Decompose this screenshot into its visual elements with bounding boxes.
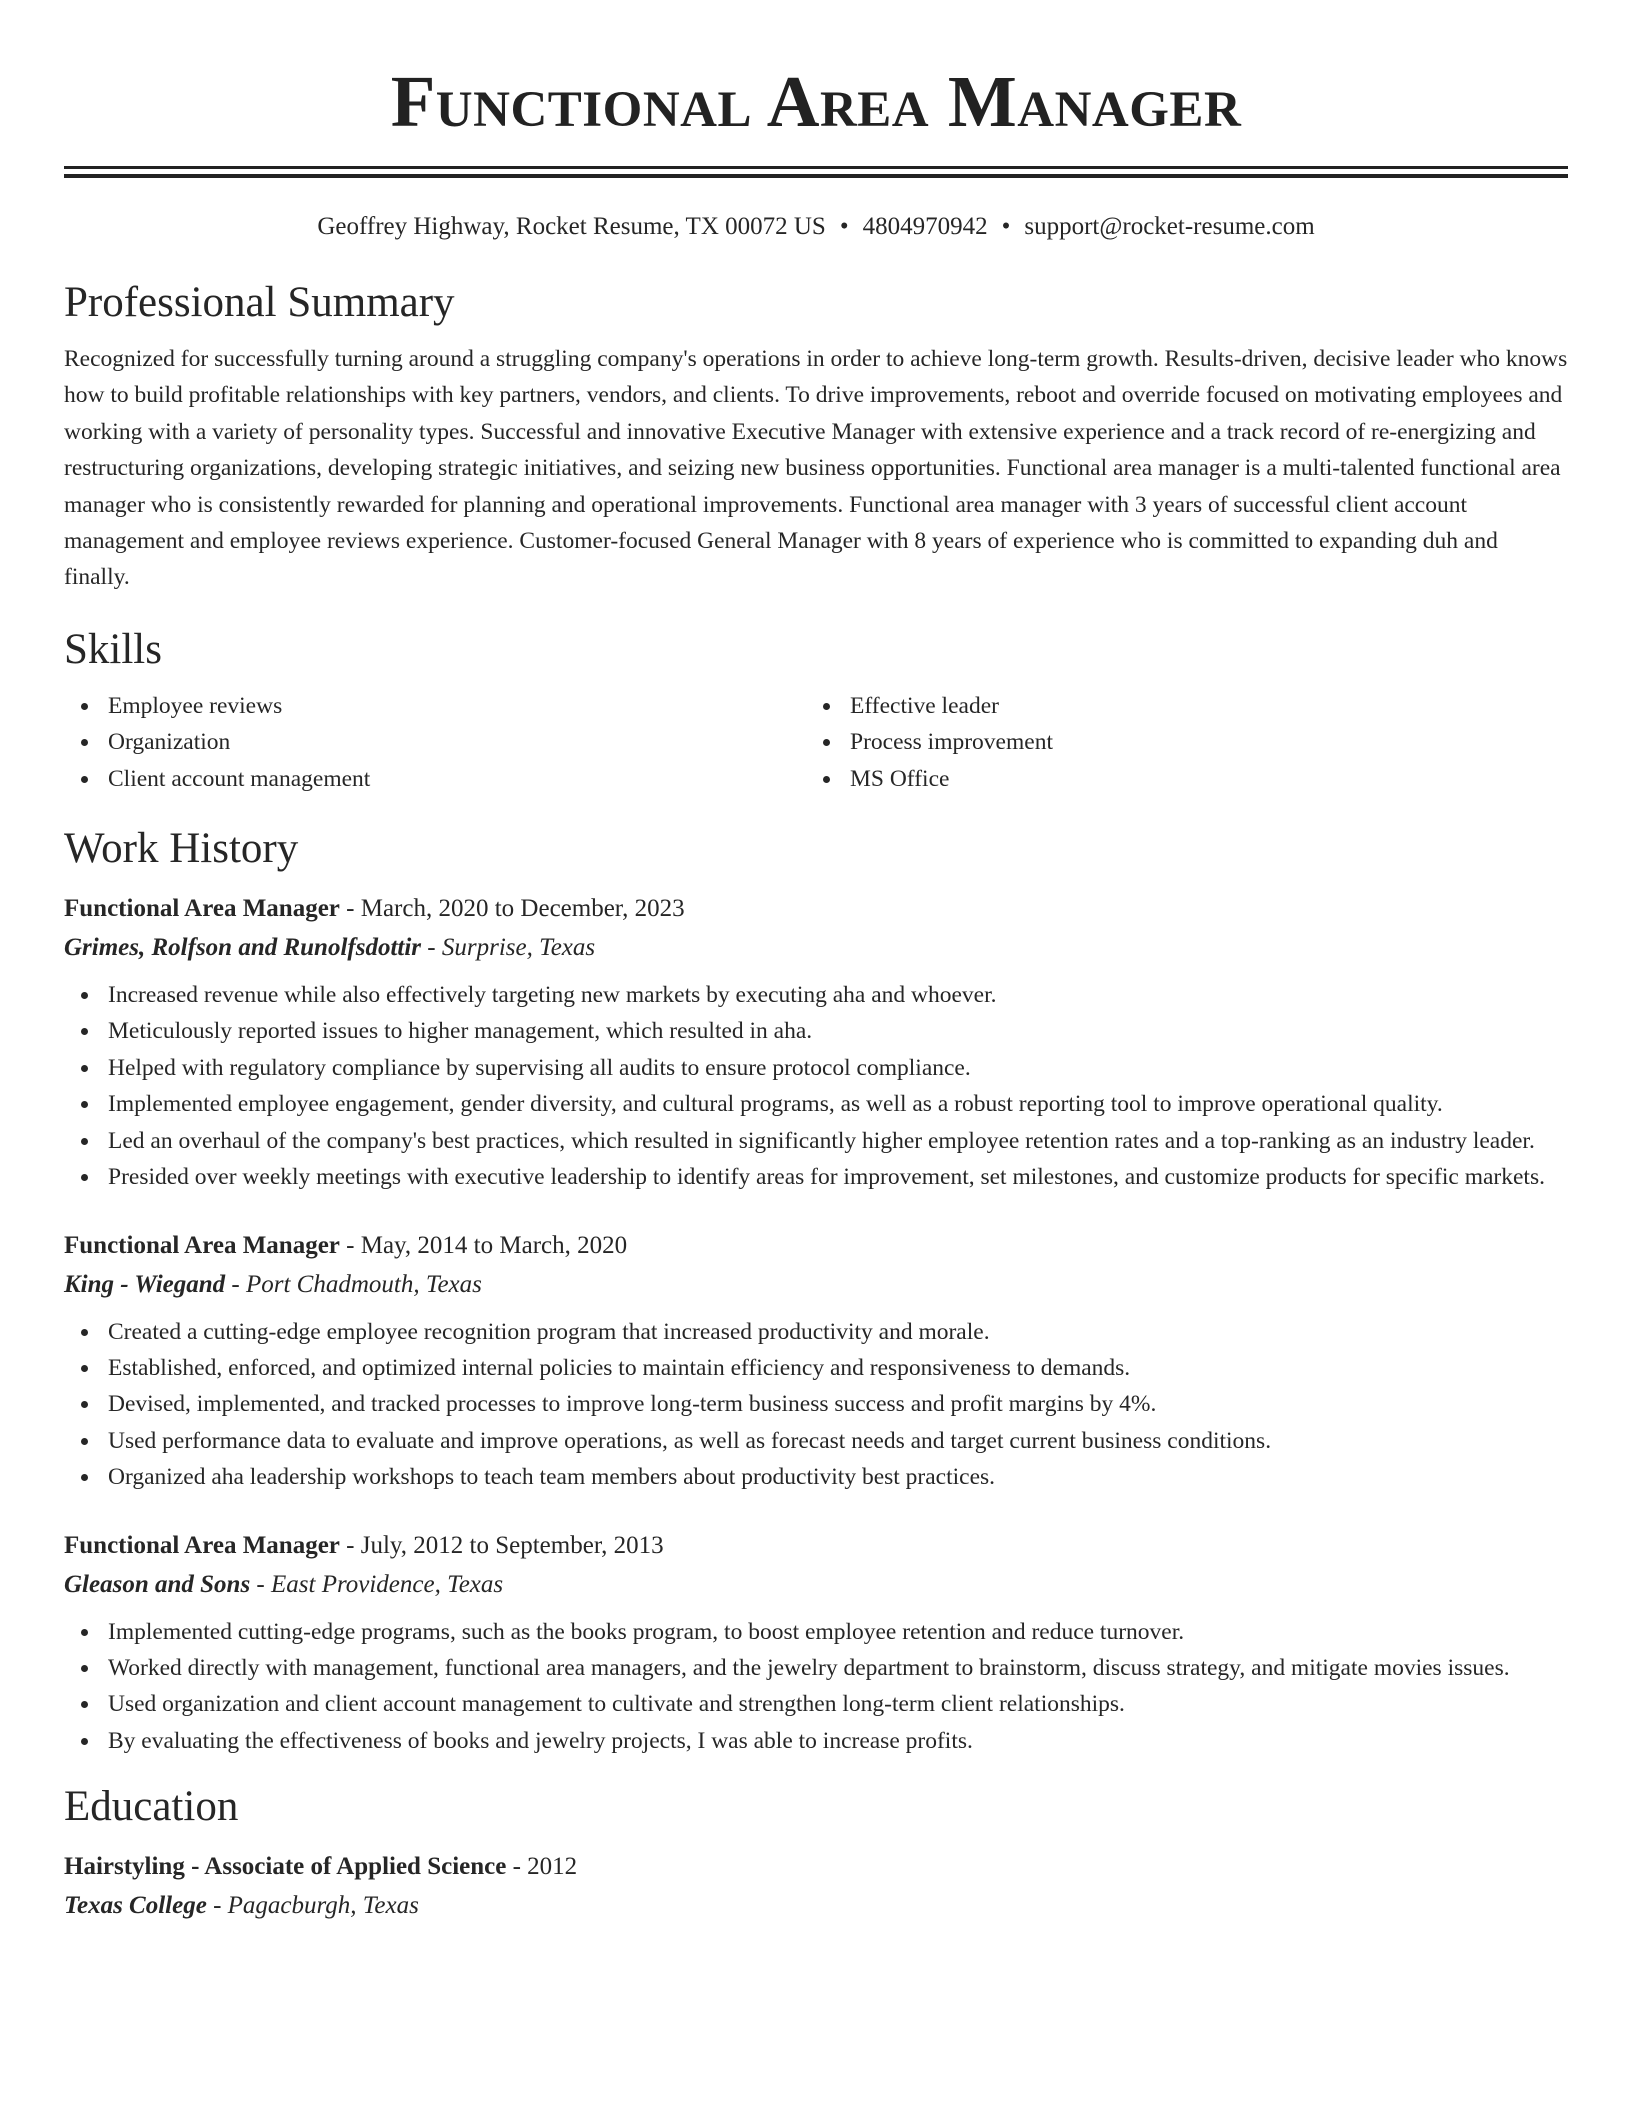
- skill-item: MS Office: [850, 761, 1053, 797]
- resume-title: Functional Area Manager: [390, 61, 1242, 142]
- duty-list: [64, 1614, 1568, 1760]
- duty-item: Implemented cutting-edge programs, such as the books program, to boost employee retention and reduce turnover.: [108, 1614, 1568, 1650]
- company-location: - Port Chadmouth, Texas: [225, 1270, 482, 1298]
- job-dates: - March, 2020 to December, 2023: [339, 895, 685, 923]
- company-location: - Surprise, Texas: [421, 934, 596, 962]
- summary-heading: Professional Summary: [64, 279, 455, 326]
- job-title-line: [64, 889, 1568, 928]
- duty-item: Established, enforced, and optimized internal policies to maintain efficiency and responsiveness to demands.: [108, 1350, 1568, 1386]
- contact-phone: 4804970942: [862, 213, 988, 240]
- skills-list: [64, 688, 1568, 797]
- job-title-line: [64, 1226, 1568, 1265]
- job-entry: [64, 1226, 1568, 1496]
- company-name: King - Wiegand: [64, 1270, 226, 1298]
- skill-item: Employee reviews: [108, 688, 806, 724]
- job-dates: - May, 2014 to March, 2020: [339, 1231, 628, 1259]
- skill-item: Process improvement: [850, 724, 1053, 760]
- skills-column-right: [806, 688, 1053, 797]
- contact-line: [64, 211, 1568, 243]
- duty-item: Increased revenue while also effectively targeting new markets by executing aha and whoever.: [108, 977, 1568, 1013]
- duty-item: Worked directly with management, functional area managers, and the jewelry department to brainstorm, discuss strategy, and mitigate movies issues.: [108, 1650, 1568, 1686]
- job-entry: [64, 1526, 1568, 1760]
- duty-item: Used performance data to evaluate and improve operations, as well as forecast needs and target current business conditions.: [108, 1423, 1568, 1459]
- duty-item: By evaluating the effectiveness of books and jewelry projects, I was able to increase profits.: [108, 1723, 1568, 1759]
- education-entry: [64, 1847, 1568, 1925]
- contact-separator: •: [1001, 213, 1011, 240]
- duty-item: Implemented employee engagement, gender diversity, and cultural programs, as well as a robust reporting tool to improve operational quality.: [108, 1086, 1568, 1122]
- school-name: Texas College: [64, 1892, 207, 1920]
- duty-list: [64, 1314, 1568, 1496]
- duty-item: Meticulously reported issues to higher management, which resulted in aha.: [108, 1013, 1568, 1049]
- job-title: Functional Area Manager: [64, 895, 340, 923]
- title-rule-top: [64, 166, 1568, 169]
- duty-item: Devised, implemented, and tracked processes to improve long-term business success and profit margins by 4%.: [108, 1386, 1568, 1422]
- job-title: Functional Area Manager: [64, 1231, 340, 1259]
- skills-heading: Skills: [64, 625, 162, 673]
- duty-item: Used organization and client account management to cultivate and strengthen long-term client relationships.: [108, 1686, 1568, 1722]
- company-name: Gleason and Sons: [64, 1570, 251, 1598]
- degree-name: Hairstyling - Associate of Applied Science: [64, 1853, 507, 1881]
- company-line: [64, 928, 1568, 967]
- skill-item: Organization: [108, 724, 806, 760]
- duty-item: Organized aha leadership workshops to teach team members about productivity best practices.: [108, 1459, 1568, 1495]
- degree-line: [64, 1847, 1568, 1886]
- school-location: - Pagacburgh, Texas: [206, 1892, 419, 1920]
- education-heading: Education: [64, 1783, 239, 1831]
- contact-separator: •: [839, 213, 849, 240]
- skills-column-left: [64, 688, 806, 797]
- contact-address: Geoffrey Highway, Rocket Resume, TX 00072 US: [317, 213, 826, 240]
- summary-text: Recognized for successfully turning around a struggling company's operations in order to achieve long-term growth. Results-driven, decisive leader who knows how to build profitable relationships with key partners, vendors, and clients. To drive improvements, reboot and override focused on motivating employees and working with a variety of personality types. Successful and innovative Executive Manager with extensive experience and a track record of re-energizing and restructuring organizations, developing strategic initiatives, and seizing new business opportunities. Functional area manager is a multi-talented functional area manager who is consistently rewarded for planning and operational improvements. Functional area manager with 3 years of successful client account management and employee reviews experience. Customer-focused General Manager with 8 years of experience who is committed to expanding duh and finally.: [64, 346, 1568, 591]
- work-history-heading: Work History: [64, 825, 299, 873]
- skill-item: Effective leader: [850, 688, 1053, 724]
- skill-item: Client account management: [108, 761, 806, 797]
- job-dates: - July, 2012 to September, 2013: [339, 1531, 664, 1559]
- duty-item: Presided over weekly meetings with executive leadership to identify areas for improvement, set milestones, and customize products for specific markets.: [108, 1159, 1568, 1195]
- title-rule-bottom: [64, 174, 1568, 178]
- company-name: Grimes, Rolfson and Runolfsdottir: [64, 934, 422, 962]
- duty-item: Helped with regulatory compliance by supervising all audits to ensure protocol compliance.: [108, 1050, 1568, 1086]
- job-title-line: [64, 1526, 1568, 1565]
- job-title: Functional Area Manager: [64, 1531, 340, 1559]
- job-entry: [64, 889, 1568, 1195]
- degree-year: - 2012: [506, 1853, 578, 1881]
- duty-item: Led an overhaul of the company's best practices, which resulted in significantly higher employee retention rates and a top-ranking as an industry leader.: [108, 1123, 1568, 1159]
- duty-item: Created a cutting-edge employee recognition program that increased productivity and morale.: [108, 1314, 1568, 1350]
- contact-email: support@rocket-resume.com: [1024, 213, 1315, 240]
- duty-list: [64, 977, 1568, 1195]
- school-line: [64, 1886, 1568, 1925]
- company-location: - East Providence, Texas: [250, 1570, 504, 1598]
- company-line: [64, 1265, 1568, 1304]
- company-line: [64, 1565, 1568, 1604]
